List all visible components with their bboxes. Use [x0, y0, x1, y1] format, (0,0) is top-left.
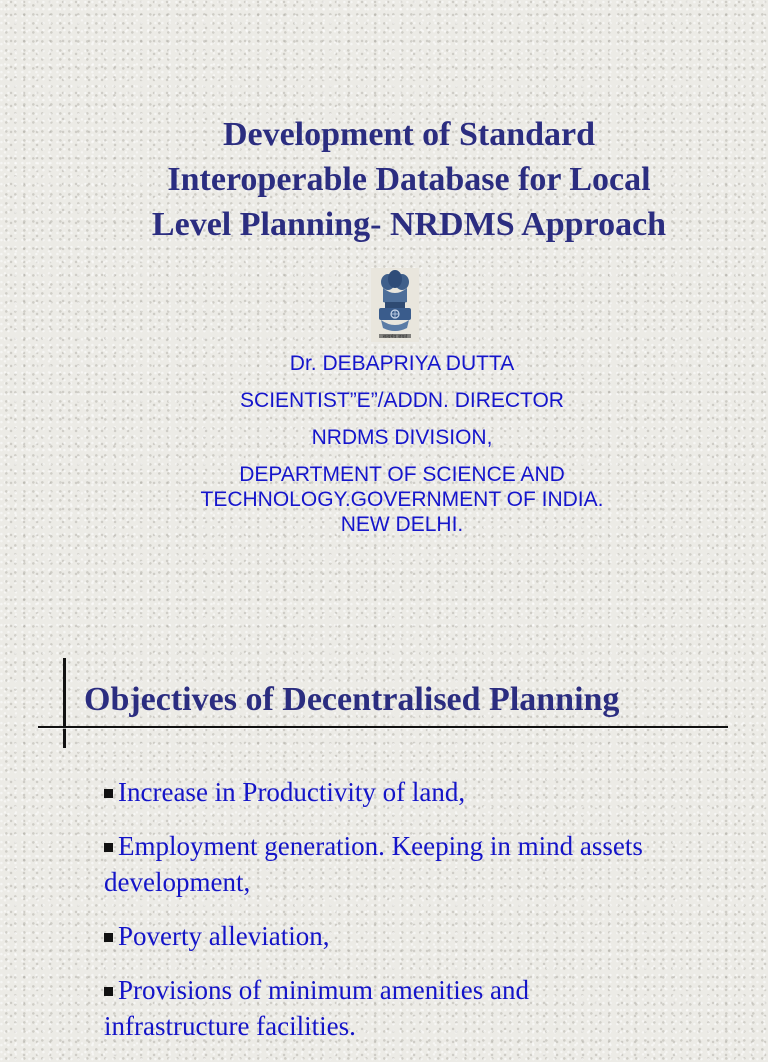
list-item — [104, 828, 664, 900]
title-line-3: Level Planning- NRDMS Approach — [151, 206, 667, 243]
author-department-line-1: DEPARTMENT OF SCIENCE AND — [239, 463, 565, 486]
list-item-text: Provisions of minimum amenities and infrastructure facilities. — [104, 975, 529, 1041]
objectives-slide — [0, 640, 768, 1041]
list-item-text: Poverty alleviation, — [118, 921, 330, 951]
title-line-2: Interoperable Database for Local — [167, 161, 651, 198]
objectives-list — [104, 774, 664, 1062]
list-item-text: Employment generation. Keeping in mind assets development, — [104, 831, 643, 897]
slide-heading: Objectives of Decentralised Planning — [84, 681, 620, 718]
square-bullet-icon — [104, 933, 113, 942]
heading-rule-highlight — [38, 728, 728, 729]
author-designation: SCIENTIST”E”/ADDN. DIRECTOR — [240, 389, 564, 412]
title-line-1: Development of Standard — [222, 116, 596, 153]
emblem-caption: सत्यमेव जयते — [382, 334, 408, 340]
author-name: Dr. DEBAPRIYA DUTTA — [289, 352, 515, 375]
author-department-line-2: TECHNOLOGY.GOVERNMENT OF INDIA. — [200, 488, 604, 511]
square-bullet-icon — [104, 987, 113, 996]
square-bullet-icon — [104, 789, 113, 798]
national-emblem-icon — [371, 268, 419, 342]
list-item-text: Increase in Productivity of land, — [118, 777, 466, 807]
square-bullet-icon — [104, 843, 113, 852]
heading-vertical-rule — [63, 658, 66, 748]
list-item — [104, 774, 664, 810]
author-city: NEW DELHI. — [340, 513, 464, 536]
slide-title — [84, 112, 734, 247]
list-item — [104, 918, 664, 954]
list-item — [104, 972, 664, 1044]
author-division: NRDMS DIVISION, — [311, 426, 493, 449]
author-block — [100, 351, 704, 537]
